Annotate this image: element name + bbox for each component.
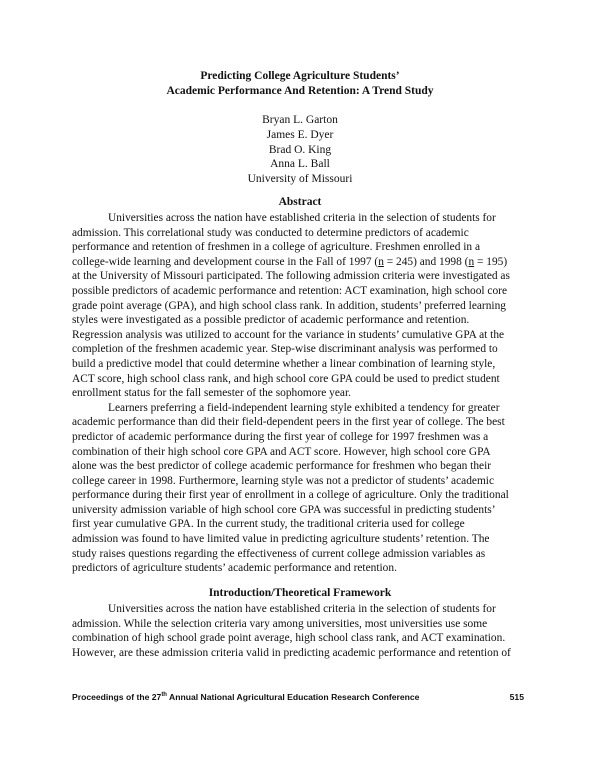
text-line-sample-sizes: college-wide learning and development course in the Fall of 1997 (n = 245) and 1998 (n = 195) bbox=[72, 255, 508, 268]
paper-title-line-2: Academic Performance And Retention: A Trend Study bbox=[166, 85, 434, 97]
author-name: Brad O. King bbox=[268, 143, 332, 156]
text-line: study raises questions regarding the effectiveness of current college admission variables as bbox=[72, 547, 486, 560]
abstract-body bbox=[72, 211, 522, 576]
abstract-paragraph-2 bbox=[72, 401, 522, 576]
n-symbol: n bbox=[378, 255, 384, 268]
text-line: admission. This correlational study was conducted to determine predictors of academic bbox=[72, 226, 469, 239]
text-line: grade point average (GPA), and high school class rank. In addition, students’ preferred learning bbox=[72, 299, 506, 312]
text-line: completion of the freshmen academic year. Step-wise discriminant analysis was performed to bbox=[72, 343, 498, 356]
text-line: admission. While the selection criteria vary among universities, most universities use some bbox=[72, 617, 488, 630]
text-line: combination of their high school core GPA and ACT score. However, high school core GPA bbox=[72, 445, 491, 458]
introduction-body bbox=[72, 602, 522, 660]
text-line: predictor of academic performance during the first year of college for 1997 freshmen was a bbox=[72, 430, 489, 443]
abstract-paragraph-1 bbox=[72, 211, 522, 401]
page-footer bbox=[72, 692, 524, 702]
text-line: predictors of agriculture students’ academic performance and retention. bbox=[72, 562, 397, 575]
text-line: build a predictive model that could determine whether a linear combination of learning style, bbox=[72, 357, 496, 370]
text-line: Learners preferring a field-independent learning style exhibited a tendency for greater bbox=[108, 401, 500, 414]
author-name: Anna L. Ball bbox=[270, 158, 330, 171]
text-line: Universities across the nation have established criteria in the selection of students for bbox=[108, 603, 496, 615]
text-line: Universities across the nation have established criteria in the selection of students for bbox=[108, 212, 496, 224]
text-line: admission was found to have limited value in predicting agriculture students’ retention. The bbox=[72, 533, 490, 546]
author-name: Bryan L. Garton bbox=[262, 114, 338, 126]
text-line: However, are these admission criteria valid in predicting academic performance and retention of bbox=[72, 646, 511, 659]
text-line: styles were investigated as a possible predictor of academic performance and retention. bbox=[72, 314, 470, 327]
text-line: Regression analysis was utilized to account for the variance in students’ cumulative GPA at the bbox=[72, 328, 505, 341]
text-line: performance during their first year of enrollment in a college of agriculture. Only the traditional bbox=[72, 489, 509, 502]
text-line: alone was the best predictor of college academic performance for freshmen who began their bbox=[72, 460, 492, 473]
author-list bbox=[0, 113, 600, 187]
text-line: performance and retention of freshmen in a college of agriculture. Freshmen enrolled in a bbox=[72, 241, 480, 254]
text-line: academic performance than did their field-dependent peers in the first year of college. The best bbox=[72, 416, 505, 429]
author-name: James E. Dyer bbox=[266, 128, 334, 141]
text-line: ACT score, high school class rank, and high school core GPA could be used to predict student bbox=[72, 372, 500, 385]
text-line: first year cumulative GPA. In the current study, the traditional criteria used for college bbox=[72, 518, 465, 531]
page-number: 515 bbox=[509, 692, 524, 702]
introduction-heading: Introduction/Theoretical Framework bbox=[208, 587, 392, 599]
text-line: possible predictors of academic performance and retention: ACT examination, high school core bbox=[72, 284, 508, 297]
text-line: enrollment status for the fall semester of the sophomore year. bbox=[72, 387, 351, 400]
text-line: university admission variable of high school core GPA was successful in predicting students’ bbox=[72, 503, 496, 516]
text-line: at the University of Missouri participated. The following admission criteria were investigated as bbox=[72, 270, 510, 283]
abstract-heading: Abstract bbox=[278, 196, 322, 208]
paper-title-line-1: Predicting College Agriculture Students’ bbox=[200, 70, 400, 82]
text-line: college career in 1998. Furthermore, learning style was not a predictor of students’ academic bbox=[72, 474, 495, 487]
conference-name: Proceedings of the 27th Annual National Agricultural Education Research Conference bbox=[72, 692, 420, 702]
n-symbol: n bbox=[468, 255, 475, 268]
affiliation: University of Missouri bbox=[247, 173, 353, 186]
text-line: combination of high school grade point average, high school class rank, and ACT examination. bbox=[72, 632, 506, 645]
